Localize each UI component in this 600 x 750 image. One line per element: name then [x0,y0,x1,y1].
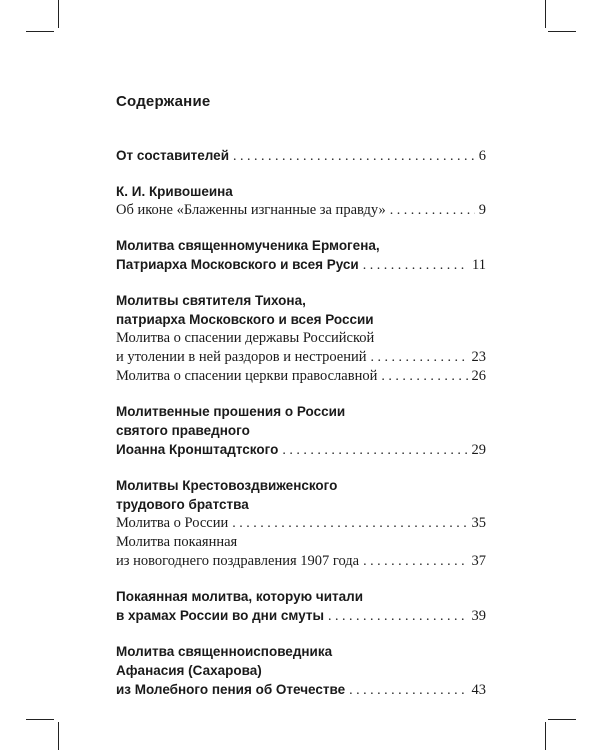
toc-line [116,476,486,495]
toc-line [116,146,486,166]
toc-line [116,291,486,310]
toc-line-title: Молитва покаянная [116,534,238,550]
toc-line [116,642,486,661]
toc-line [116,367,486,386]
page-title: Содержание [116,93,211,110]
toc-line [116,421,486,440]
toc-entry [116,476,486,571]
toc-line-title: От составителей [116,148,229,163]
toc-leader-dots [349,681,467,700]
toc-entry [116,587,486,626]
toc-leader-dots [282,441,467,460]
toc-entry [116,146,486,166]
toc-line-title: Молитва о России [116,515,229,531]
toc-page-number: 39 [471,608,486,624]
toc-line-title: Молитвы святителя Тихона, [116,293,306,308]
toc-line-title: Патриарха Московского и всея Руси [116,257,359,272]
toc-page-number: 35 [471,515,486,531]
toc-line-title: патриарха Московского и всея России [116,312,374,327]
toc-line-title: Об иконе «Блаженны изгнанные за правду» [116,202,386,218]
table-of-contents [116,146,486,716]
crop-mark-bottom-left-v [58,722,59,750]
toc-line [116,606,486,626]
crop-mark-top-right-h [548,31,576,32]
toc-line [116,182,486,201]
toc-line [116,402,486,421]
toc-entry [116,236,486,275]
toc-line [116,329,486,348]
toc-line [116,533,486,552]
toc-line-title: Молитва священномученика Ермогена, [116,238,380,253]
toc-page-number: 23 [471,349,486,365]
toc-line-title: Иоанна Кронштадтского [116,442,279,457]
toc-line-title: и утолении в ней раздоров и нестроений [116,349,367,365]
toc-leader-dots [390,201,475,220]
toc-line-title: Молитва о спасении державы Российской [116,330,375,346]
crop-mark-top-left-h [26,31,54,32]
toc-line-title: Покаянная молитва, которую читали [116,589,364,604]
toc-line-title: К. И. Кривошеина [116,184,233,199]
toc-line [116,552,486,571]
toc-entry [116,642,486,700]
toc-line [116,495,486,514]
toc-leader-dots [233,147,475,166]
toc-entry [116,182,486,220]
toc-entry [116,402,486,460]
toc-leader-dots [363,552,467,571]
toc-line [116,255,486,275]
toc-leader-dots [363,256,468,275]
toc-page-number: 37 [471,553,486,569]
toc-page-number: 29 [471,442,486,458]
toc-line-title: трудового братства [116,497,249,512]
toc-line-title: Молитвы Крестовоздвиженского [116,478,338,493]
crop-mark-bottom-right-v [545,722,546,750]
toc-line-title: Молитвенные прошения о России [116,404,346,419]
toc-line [116,680,486,700]
toc-leader-dots [328,607,467,626]
toc-line [116,661,486,680]
toc-line-title: Афанасия (Сахарова) [116,663,262,678]
toc-leader-dots [371,348,468,367]
crop-mark-bottom-left-h [26,719,54,720]
toc-line [116,587,486,606]
toc-page-number: 11 [472,257,486,273]
toc-leader-dots [381,367,467,386]
toc-leader-dots [232,514,467,533]
toc-line [116,440,486,460]
toc-page-number: 26 [471,368,486,384]
toc-line [116,514,486,533]
crop-mark-bottom-right-h [548,719,576,720]
toc-line-title: из Молебного пения об Отечестве [116,682,346,697]
toc-entry [116,291,486,386]
toc-line-title: Молитва священноисповедника [116,644,333,659]
toc-line-title: из новогоднего поздравления 1907 года [116,553,360,569]
toc-line [116,348,486,367]
toc-line [116,201,486,220]
toc-line-title: в храмах России во дни смуты [116,608,325,623]
crop-mark-top-left-v [58,0,59,28]
toc-page-number: 6 [478,148,486,164]
toc-line-title: Молитва о спасении церкви православной [116,368,378,384]
toc-page-number: 43 [471,682,486,698]
crop-mark-top-right-v [545,0,546,28]
toc-page-number: 9 [478,202,486,218]
toc-line-title: святого праведного [116,423,250,438]
toc-line [116,236,486,255]
toc-line [116,310,486,329]
